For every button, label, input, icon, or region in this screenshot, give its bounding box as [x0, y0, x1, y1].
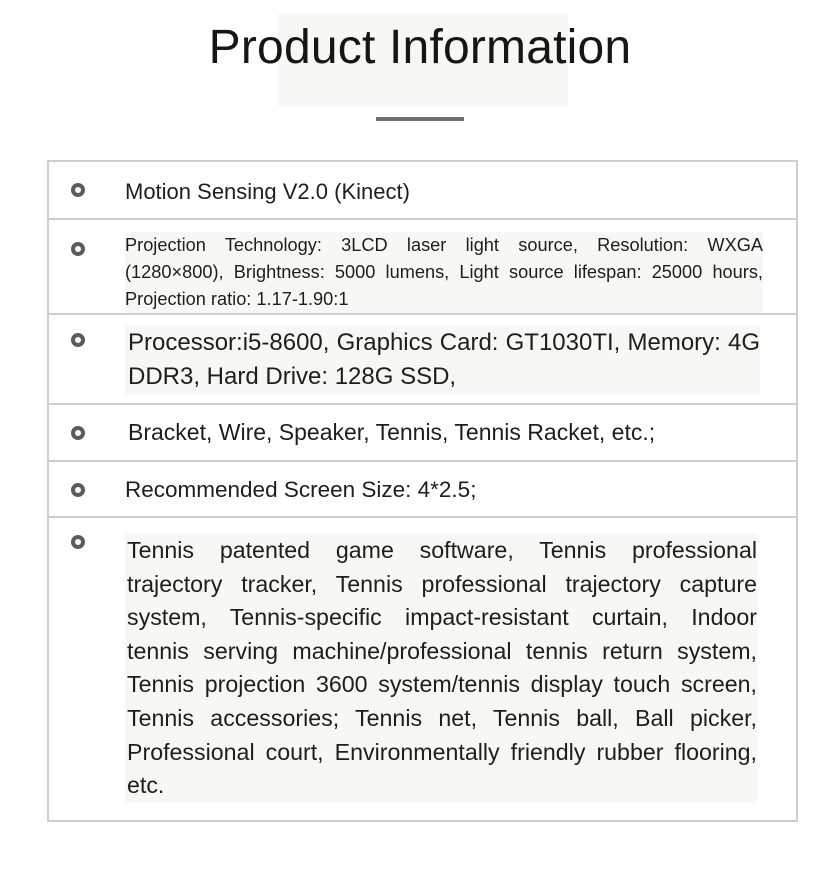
info-row [49, 162, 796, 220]
circle-bullet-icon [71, 183, 85, 197]
circle-bullet-icon [71, 333, 85, 347]
info-row [49, 518, 796, 820]
info-row [49, 405, 796, 462]
info-row-text: Tennis patented game software, Tennis professional trajectory tracker, Tennis professional trajectory capture system, Tennis-specific impact-resistant curtain, Indoor tennis serving machine/professional tennis return system, Tennis projection 3600 system/tennis display touch screen, Tennis accessories; Tennis net, Tennis ball, Ball picker, Professional court, Environmentally friendly rubber flooring, etc. [125, 534, 757, 803]
info-row-text: Bracket, Wire, Speaker, Tennis, Tennis Racket, etc.; [128, 419, 656, 445]
circle-bullet-icon [71, 242, 85, 256]
info-row-text: Motion Sensing V2.0 (Kinect) [125, 179, 410, 204]
title-underline [376, 117, 464, 121]
info-row [49, 315, 796, 405]
info-row [49, 462, 796, 518]
info-row-text: Projection Technology: 3LCD laser light source, Resolution: WXGA (1280×800), Brightness: 5000 lumens, Light source lifespan: 25000 hours, Projection ratio: 1.17-1.90:1 [125, 232, 763, 313]
product-info-table [47, 160, 798, 822]
circle-bullet-icon [71, 426, 85, 440]
circle-bullet-icon [71, 483, 85, 497]
info-row-text: Recommended Screen Size: 4*2.5; [125, 477, 477, 502]
info-row-text: Processor:i5-8600, Graphics Card: GT1030TI, Memory: 4G DDR3, Hard Drive: 128G SSD, [125, 326, 760, 394]
info-row [49, 220, 796, 315]
page-title: Product Information [208, 21, 632, 74]
circle-bullet-icon [71, 535, 85, 549]
